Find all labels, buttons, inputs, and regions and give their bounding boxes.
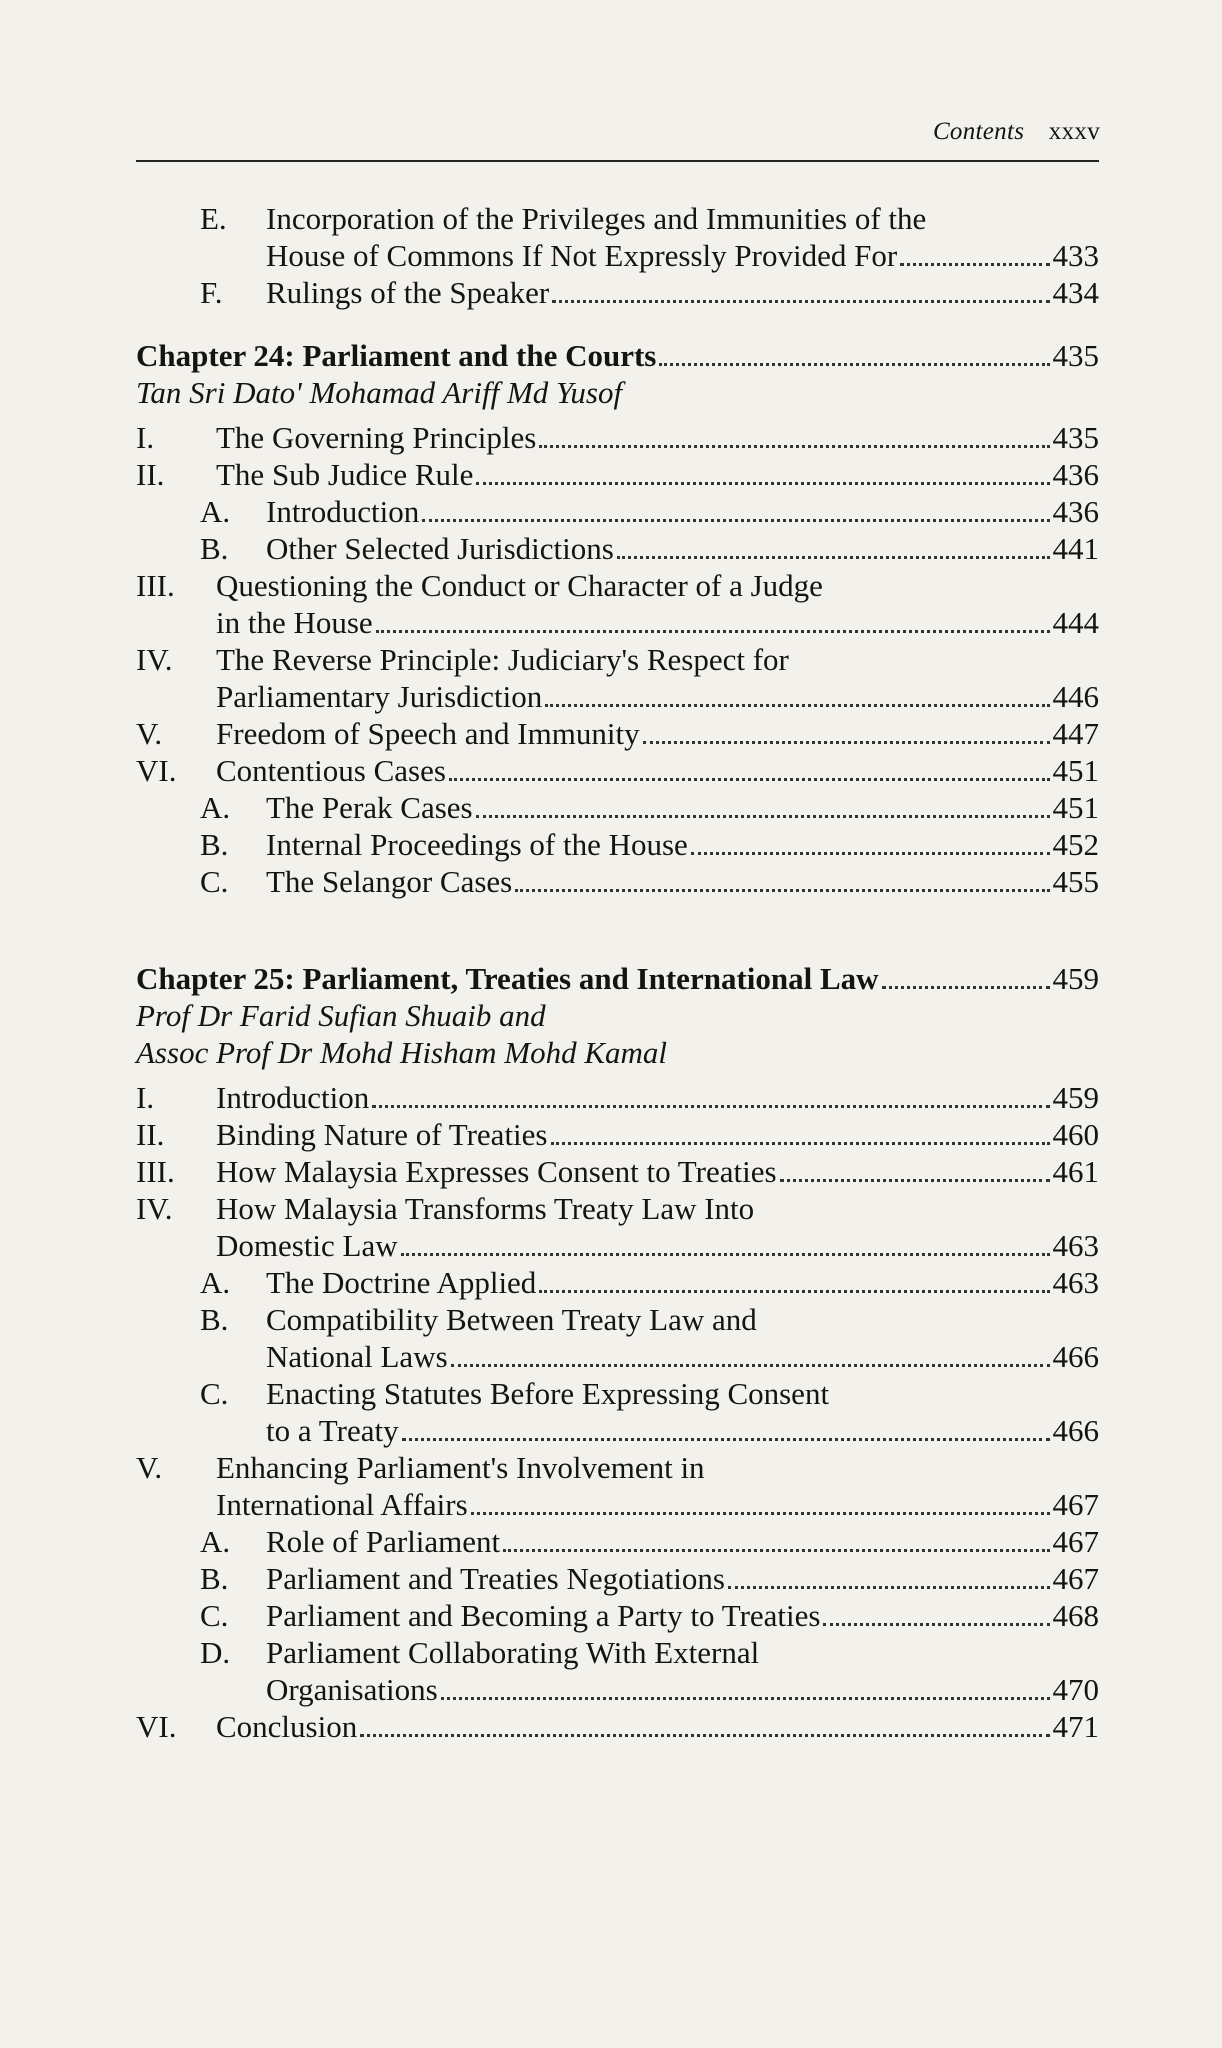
table-of-contents: [136, 200, 1099, 1745]
toc-entry[interactable]: [136, 1301, 1099, 1338]
chapter-24-heading[interactable]: [136, 337, 1099, 374]
leader-dots: [422, 519, 1049, 522]
entry-title: The Sub Judice Rule: [216, 457, 474, 492]
toc-entry[interactable]: [136, 826, 1099, 863]
entry-number: B.: [200, 1561, 229, 1596]
entry-page: 471: [1052, 1709, 1099, 1744]
leader-dots: [471, 1512, 1050, 1515]
entry-title: Introduction: [266, 494, 420, 529]
leader-dots: [451, 1364, 1050, 1367]
leader-dots: [441, 1697, 1050, 1700]
chapter-page: 435: [1052, 338, 1099, 373]
entry-page: 468: [1052, 1598, 1099, 1633]
entry-title: Internal Proceedings of the House: [266, 827, 688, 862]
leader-dots: [503, 1549, 1049, 1552]
leader-dots: [449, 778, 1050, 781]
entry-page: 467: [1052, 1561, 1099, 1596]
leader-dots: [360, 1734, 1049, 1737]
entry-title: Parliament Collaborating With External: [266, 1635, 760, 1670]
entry-page: 466: [1052, 1413, 1099, 1448]
entry-page: 461: [1052, 1154, 1099, 1189]
entry-title: The Reverse Principle: Judiciary's Respect for: [216, 642, 789, 677]
entry-title: Parliamentary Jurisdiction: [216, 679, 543, 714]
toc-entry[interactable]: [136, 530, 1099, 567]
toc-entry[interactable]: [136, 1560, 1099, 1597]
entry-number: C.: [200, 1376, 229, 1411]
entry-number: II.: [136, 457, 165, 492]
leader-dots: [691, 852, 1050, 855]
entry-number: IV.: [136, 1191, 173, 1226]
toc-entry-continued[interactable]: [136, 1227, 1099, 1264]
entry-number: A.: [200, 1265, 231, 1300]
entry-page: 433: [1052, 238, 1099, 273]
entry-page: 451: [1052, 790, 1099, 825]
entry-title: Binding Nature of Treaties: [216, 1117, 548, 1152]
toc-entry[interactable]: [136, 1634, 1099, 1671]
toc-entry[interactable]: [136, 274, 1099, 311]
entry-title: Parliament and Becoming a Party to Treaties: [266, 1598, 821, 1633]
entry-page: 441: [1052, 531, 1099, 566]
entry-page: 463: [1052, 1265, 1099, 1300]
entry-title: to a Treaty: [266, 1413, 399, 1448]
toc-entry[interactable]: [136, 641, 1099, 678]
entry-title: Introduction: [216, 1080, 370, 1115]
entry-number: B.: [200, 531, 229, 566]
entry-number: I.: [136, 420, 155, 455]
entry-number: VI.: [136, 1709, 177, 1744]
entry-title: How Malaysia Transforms Treaty Law Into: [216, 1191, 755, 1226]
toc-entry-continued[interactable]: [136, 1338, 1099, 1375]
leader-dots: [515, 889, 1049, 892]
toc-entry[interactable]: [136, 863, 1099, 900]
leader-dots: [539, 1290, 1049, 1293]
entry-number: C.: [200, 1598, 229, 1633]
entry-title: in the House: [216, 605, 373, 640]
running-head: [933, 118, 1100, 146]
chapter-author: Prof Dr Farid Sufian Shuaib and: [136, 998, 546, 1033]
entry-title: Rulings of the Speaker: [266, 275, 550, 310]
leader-dots: [545, 704, 1049, 707]
toc-entry[interactable]: [136, 1190, 1099, 1227]
entry-title: The Perak Cases: [266, 790, 473, 825]
entry-number: B.: [200, 827, 229, 862]
toc-entry-continued[interactable]: [136, 1486, 1099, 1523]
entry-number: A.: [200, 790, 231, 825]
toc-entry[interactable]: [136, 1597, 1099, 1634]
leader-dots: [551, 1142, 1050, 1145]
toc-entry[interactable]: [136, 752, 1099, 789]
entry-title: Compatibility Between Treaty Law and: [266, 1302, 757, 1337]
entry-page: 444: [1052, 605, 1099, 640]
entry-page: 463: [1052, 1228, 1099, 1263]
chapter-25-heading[interactable]: [136, 960, 1099, 997]
leader-dots: [401, 1253, 1050, 1256]
toc-entry[interactable]: [136, 1116, 1099, 1153]
chapter-title: Chapter 24: Parliament and the Courts: [136, 338, 657, 373]
entry-page: 459: [1052, 1080, 1099, 1115]
entry-page: 446: [1052, 679, 1099, 714]
entry-title: Questioning the Conduct or Character of a Judge: [216, 568, 823, 603]
leader-dots: [882, 986, 1050, 989]
entry-title: Conclusion: [216, 1709, 358, 1744]
entry-page: 466: [1052, 1339, 1099, 1374]
toc-entry[interactable]: [136, 419, 1099, 456]
toc-entry-continued[interactable]: [136, 1671, 1099, 1708]
entry-title: The Selangor Cases: [266, 864, 513, 899]
toc-entry[interactable]: [136, 1449, 1099, 1486]
leader-dots: [539, 445, 1049, 448]
entry-number: II.: [136, 1117, 165, 1152]
entry-number: V.: [136, 716, 163, 751]
entry-title: The Governing Principles: [216, 420, 537, 455]
entry-title: National Laws: [266, 1339, 448, 1374]
toc-entry[interactable]: [136, 493, 1099, 530]
toc-entry[interactable]: [136, 1523, 1099, 1560]
entry-number: F.: [200, 275, 223, 310]
toc-entry[interactable]: [136, 1264, 1099, 1301]
entry-title: Other Selected Jurisdictions: [266, 531, 614, 566]
header-rule: [136, 160, 1099, 162]
entry-title: How Malaysia Expresses Consent to Treaties: [216, 1154, 777, 1189]
page-number: xxxv: [1048, 118, 1100, 145]
leader-dots: [728, 1586, 1050, 1589]
leader-dots: [643, 741, 1050, 744]
toc-entry[interactable]: [136, 200, 1099, 237]
entry-number: E.: [200, 201, 227, 236]
leader-dots: [376, 630, 1050, 633]
toc-entry-continued[interactable]: [136, 604, 1099, 641]
entry-title: Enacting Statutes Before Expressing Consent: [266, 1376, 830, 1411]
entry-title: The Doctrine Applied: [266, 1265, 537, 1300]
toc-entry-continued[interactable]: [136, 678, 1099, 715]
leader-dots: [617, 556, 1050, 559]
entry-title: Parliament and Treaties Negotiations: [266, 1561, 725, 1596]
entry-title: Organisations: [266, 1672, 438, 1707]
running-head-title: Contents: [932, 118, 1025, 145]
entry-page: 447: [1052, 716, 1099, 751]
entry-title: Domestic Law: [216, 1228, 398, 1263]
chapter-author: Assoc Prof Dr Mohd Hisham Mohd Kamal: [136, 1035, 668, 1070]
toc-entry[interactable]: [136, 1375, 1099, 1412]
toc-entry-continued[interactable]: [136, 1412, 1099, 1449]
toc-entry[interactable]: [136, 1708, 1099, 1745]
toc-entry[interactable]: [136, 1079, 1099, 1116]
entry-page: 436: [1052, 457, 1099, 492]
toc-entry[interactable]: [136, 715, 1099, 752]
entry-title: Contentious Cases: [216, 753, 446, 788]
chapter-page: 459: [1052, 961, 1099, 996]
leader-dots: [900, 263, 1049, 266]
entry-title: International Affairs: [216, 1487, 468, 1522]
entry-number: III.: [136, 1154, 175, 1189]
entry-number: C.: [200, 864, 229, 899]
chapter-author: Tan Sri Dato' Mohamad Ariff Md Yusof: [136, 375, 623, 410]
entry-page: 467: [1052, 1524, 1099, 1559]
entry-title: Enhancing Parliament's Involvement in: [216, 1450, 705, 1485]
entry-title: Incorporation of the Privileges and Immunities of the: [266, 201, 927, 236]
entry-page: 434: [1052, 275, 1099, 310]
entry-page: 436: [1052, 494, 1099, 529]
entry-number: VI.: [136, 753, 177, 788]
leader-dots: [823, 1623, 1049, 1626]
toc-entry[interactable]: [136, 567, 1099, 604]
entry-page: 460: [1052, 1117, 1099, 1152]
chapter-title: Chapter 25: Parliament, Treaties and International Law: [136, 961, 879, 996]
leader-dots: [659, 363, 1049, 366]
entry-page: 435: [1052, 420, 1099, 455]
leader-dots: [552, 300, 1049, 303]
toc-entry-continued[interactable]: [136, 237, 1099, 274]
entry-number: A.: [200, 1524, 231, 1559]
leader-dots: [402, 1438, 1050, 1441]
toc-entry[interactable]: [136, 1153, 1099, 1190]
entry-title: Freedom of Speech and Immunity: [216, 716, 640, 751]
entry-page: 470: [1052, 1672, 1099, 1707]
entry-number: A.: [200, 494, 231, 529]
entry-number: I.: [136, 1080, 155, 1115]
entry-number: IV.: [136, 642, 173, 677]
entry-number: B.: [200, 1302, 229, 1337]
entry-page: 467: [1052, 1487, 1099, 1522]
entry-number: V.: [136, 1450, 163, 1485]
entry-title: House of Commons If Not Expressly Provided For: [266, 238, 898, 273]
leader-dots: [476, 815, 1050, 818]
toc-entry[interactable]: [136, 789, 1099, 826]
entry-page: 455: [1052, 864, 1099, 899]
entry-page: 451: [1052, 753, 1099, 788]
leader-dots: [476, 482, 1049, 485]
entry-number: III.: [136, 568, 175, 603]
entry-title: Role of Parliament: [266, 1524, 501, 1559]
leader-dots: [372, 1105, 1049, 1108]
entry-number: D.: [200, 1635, 231, 1670]
leader-dots: [780, 1179, 1050, 1182]
entry-page: 452: [1052, 827, 1099, 862]
toc-entry[interactable]: [136, 456, 1099, 493]
